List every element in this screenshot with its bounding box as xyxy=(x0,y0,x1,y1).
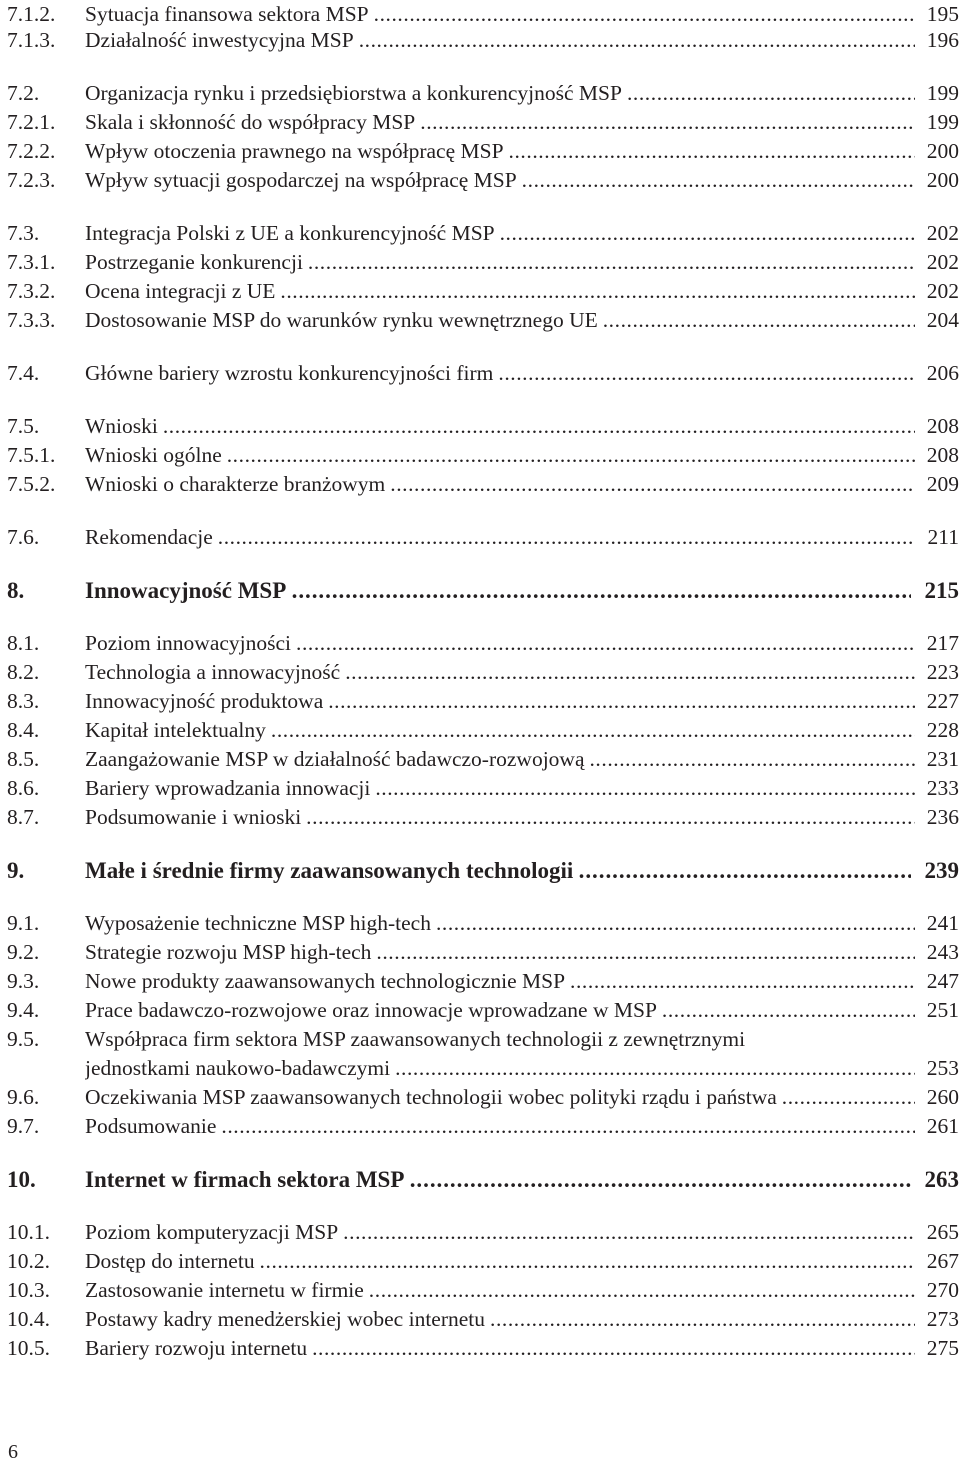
toc-entry-title: Prace badawczo-rozwojowe oraz innowacje wprowadzane w MSP xyxy=(85,998,657,1022)
toc-entry-number: 7.1.3. xyxy=(7,28,56,52)
toc-entry xyxy=(7,137,959,166)
toc-entry-title-with-leader xyxy=(85,909,915,938)
toc-entry-title-with-leader xyxy=(85,441,915,470)
toc-entry-page: 233 xyxy=(926,776,959,800)
toc-entry-title-with-leader xyxy=(85,996,915,1025)
toc-entry-title-with-leader xyxy=(85,523,915,552)
toc-entry-title: Bariery rozwoju internetu xyxy=(85,1336,308,1360)
toc-entry xyxy=(7,108,959,137)
toc-entry xyxy=(7,803,959,832)
toc-entry xyxy=(7,1083,959,1112)
toc-entry-number: 9.1. xyxy=(7,911,40,935)
toc-entry-number: 9.5. xyxy=(7,1027,40,1051)
toc-entry-page: 273 xyxy=(926,1307,959,1331)
toc-entry-title-with-leader xyxy=(85,1276,915,1305)
toc-entry-page: 231 xyxy=(926,747,959,771)
toc-entry xyxy=(7,166,959,195)
toc-entry-title-with-leader xyxy=(85,470,915,499)
toc-entry-title: Postawy kadry menedżerskiej wobec internetu xyxy=(85,1307,486,1331)
toc-entry-title-with-leader xyxy=(85,137,915,166)
toc-entry-page: 195 xyxy=(926,2,959,26)
toc-entry-number: 8.2. xyxy=(7,660,40,684)
toc-entry-page: 260 xyxy=(926,1085,959,1109)
toc-entry-title: Internet w firmach sektora MSP xyxy=(85,1167,405,1192)
toc-entry-page: 263 xyxy=(924,1167,959,1192)
toc-entry-page: 202 xyxy=(926,279,959,303)
toc-entry-title: Rekomendacje xyxy=(85,525,213,549)
toc-entry-title: Dostęp do internetu xyxy=(85,1249,255,1273)
toc-entry-title: Skala i skłonność do współpracy MSP xyxy=(85,110,416,134)
toc-entry-title: Poziom komputeryzacji MSP xyxy=(85,1220,339,1244)
toc-entry-title-with-leader xyxy=(85,108,915,137)
toc-entry-title: Podsumowanie i wnioski xyxy=(85,805,302,829)
toc-entry-title: Wnioski ogólne xyxy=(85,443,222,467)
toc-entry-title-with-leader xyxy=(85,1218,915,1247)
toc-entry xyxy=(7,658,959,687)
toc-entry-number: 9.7. xyxy=(7,1114,40,1138)
toc-entry-page: 200 xyxy=(926,168,959,192)
toc-entry-page: 275 xyxy=(926,1336,959,1360)
toc-entry-number: 9.6. xyxy=(7,1085,40,1109)
toc-entry-title: Ocena integracji z UE xyxy=(85,279,276,303)
toc-entry-number: 7.5.2. xyxy=(7,472,56,496)
toc-entry-title-with-leader xyxy=(85,774,915,803)
toc-entry-number: 8.4. xyxy=(7,718,40,742)
toc-entry xyxy=(7,277,959,306)
toc-chapter-entry xyxy=(7,856,959,885)
toc-entry xyxy=(7,716,959,745)
toc-entry-title-with-leader xyxy=(85,1334,915,1363)
toc-entry-title: Wyposażenie techniczne MSP high-tech xyxy=(85,911,431,935)
toc-entry-title-with-leader xyxy=(85,687,915,716)
toc-entry xyxy=(7,79,959,108)
toc-entry xyxy=(7,629,959,658)
toc-entry-page: 270 xyxy=(926,1278,959,1302)
toc-entry-title: Dostosowanie MSP do warunków rynku wewnętrznego UE xyxy=(85,308,598,332)
toc-entry-title-with-leader xyxy=(85,0,915,29)
toc-entry xyxy=(7,687,959,716)
toc-entry xyxy=(7,1054,959,1083)
toc-entry-title-with-leader xyxy=(85,248,915,277)
toc-entry-title-with-leader xyxy=(85,1247,915,1276)
toc-entry-title-with-leader xyxy=(85,856,911,885)
toc-entry-title: Postrzeganie konkurencji xyxy=(85,250,303,274)
toc-entry-number: 10.4. xyxy=(7,1307,50,1331)
toc-entry-title-with-leader xyxy=(85,803,915,832)
toc-entry-number: 7.3.2. xyxy=(7,279,56,303)
toc-entry-title: Wnioski xyxy=(85,414,158,438)
toc-entry-title: Główne bariery wzrostu konkurencyjności firm xyxy=(85,361,494,385)
toc-entry xyxy=(7,1112,959,1141)
toc-entry-number: 7.3. xyxy=(7,221,40,245)
toc-entry-number: 8. xyxy=(7,578,25,603)
toc-entry-number: 10.5. xyxy=(7,1336,50,1360)
toc-entry xyxy=(7,996,959,1025)
toc-entry-title: Wpływ sytuacji gospodarczej na współpracę MSP xyxy=(85,168,517,192)
toc-entry-title: Zaangażowanie MSP w działalność badawczo-rozwojową xyxy=(85,747,585,771)
toc-entry-number: 10.1. xyxy=(7,1220,50,1244)
toc-entry-title-with-leader xyxy=(85,79,915,108)
toc-entry-title: Bariery wprowadzania innowacji xyxy=(85,776,371,800)
toc-entry xyxy=(7,938,959,967)
toc-entry-page: 196 xyxy=(926,28,959,52)
toc-entry-page: 251 xyxy=(926,998,959,1022)
toc-entry-number: 7.4. xyxy=(7,361,40,385)
toc-entry-number: 7.3.3. xyxy=(7,308,56,332)
toc-entry xyxy=(7,967,959,996)
toc-entry-number: 7.1.2. xyxy=(7,2,56,26)
toc-entry-page: 243 xyxy=(926,940,959,964)
toc-entry-number: 7.5. xyxy=(7,414,40,438)
toc-entry-page: 265 xyxy=(926,1220,959,1244)
toc-entry xyxy=(7,523,959,552)
toc-entry-title: jednostkami naukowo-badawczymi xyxy=(85,1056,391,1080)
toc-entry-page: 228 xyxy=(926,718,959,742)
toc-entry-page: 204 xyxy=(926,308,959,332)
toc-entry xyxy=(7,1334,959,1363)
toc-entry-number: 7.3.1. xyxy=(7,250,56,274)
toc-entry-title: Nowe produkty zaawansowanych technologicznie MSP xyxy=(85,969,566,993)
toc-entry-page: 211 xyxy=(927,525,959,549)
toc-entry-page: 202 xyxy=(926,221,959,245)
toc-entry-title-with-leader xyxy=(85,938,915,967)
page-number: 6 xyxy=(8,1441,18,1463)
toc-entry-title: Organizacja rynku i przedsiębiorstwa a konkurencyjność MSP xyxy=(85,81,622,105)
toc-entry-page: 247 xyxy=(926,969,959,993)
toc-entry-number: 7.2.3. xyxy=(7,168,56,192)
toc-entry xyxy=(7,774,959,803)
toc-entry-title-with-leader xyxy=(85,219,915,248)
toc-entry-number: 9.4. xyxy=(7,998,40,1022)
toc-entry-title: Sytuacja finansowa sektora MSP xyxy=(85,2,369,26)
toc-entry xyxy=(7,909,959,938)
toc-entry xyxy=(7,0,959,29)
toc-entry xyxy=(7,359,959,388)
toc-chapter-entry xyxy=(7,576,959,605)
toc-entry-title-with-leader xyxy=(85,1305,915,1334)
toc-chapter-entry xyxy=(7,1165,959,1194)
toc-entry-page: 199 xyxy=(926,110,959,134)
toc-entry-page: 200 xyxy=(926,139,959,163)
toc-entry-page: 217 xyxy=(926,631,959,655)
toc-entry-number: 8.1. xyxy=(7,631,40,655)
toc-entry xyxy=(7,1025,959,1054)
toc-entry-title-with-leader xyxy=(85,629,915,658)
toc-entry-page: 267 xyxy=(926,1249,959,1273)
toc-entry-title: Kapitał intelektualny xyxy=(85,718,266,742)
toc-entry-title: Małe i średnie firmy zaawansowanych technologii xyxy=(85,858,574,883)
toc-entry-title-with-leader xyxy=(85,658,915,687)
toc-entry-title-with-leader xyxy=(85,277,915,306)
toc-entry-number: 7.5.1. xyxy=(7,443,56,467)
toc-entry-title-with-leader xyxy=(85,412,915,441)
toc-entry-title-with-leader xyxy=(85,745,915,774)
toc-entry xyxy=(7,412,959,441)
toc-entry-title-with-leader xyxy=(85,576,911,605)
toc-entry-number: 7.6. xyxy=(7,525,40,549)
toc-entry-number: 10. xyxy=(7,1167,36,1192)
toc-entry-page: 227 xyxy=(926,689,959,713)
toc-entry-title-with-leader xyxy=(85,1025,959,1054)
toc-entry-number: 9.2. xyxy=(7,940,40,964)
toc-entry-number: 10.3. xyxy=(7,1278,50,1302)
toc-entry-number: 8.3. xyxy=(7,689,40,713)
toc-entry-title-with-leader xyxy=(85,716,915,745)
toc-entry-title-with-leader xyxy=(85,26,915,55)
toc-entry-page: 208 xyxy=(926,414,959,438)
toc-entry-title: Strategie rozwoju MSP high-tech xyxy=(85,940,372,964)
toc-entry-title-with-leader xyxy=(85,166,915,195)
toc-entry-title: Współpraca firm sektora MSP zaawansowanych technologii z zewnętrznymi xyxy=(85,1027,746,1051)
toc-entry-number: 8.6. xyxy=(7,776,40,800)
toc-entry-title-with-leader xyxy=(85,1165,911,1194)
toc-entry-page: 202 xyxy=(926,250,959,274)
toc-entry xyxy=(7,470,959,499)
toc-entry-page: 241 xyxy=(926,911,959,935)
toc-entry-title-with-leader xyxy=(85,1112,915,1141)
toc-entry xyxy=(7,1218,959,1247)
toc-entry-title-with-leader xyxy=(85,1083,915,1112)
toc-entry-number: 9. xyxy=(7,858,25,883)
toc-entry-title: Podsumowanie xyxy=(85,1114,217,1138)
toc-entry xyxy=(7,219,959,248)
toc-entry xyxy=(7,745,959,774)
toc-entry-number: 8.7. xyxy=(7,805,40,829)
toc-entry-number: 8.5. xyxy=(7,747,40,771)
toc-entry-number: 7.2.2. xyxy=(7,139,56,163)
toc-entry-title: Zastosowanie internetu w firmie xyxy=(85,1278,364,1302)
toc-entry-page: 239 xyxy=(924,858,959,883)
toc-entry-title-with-leader xyxy=(85,359,915,388)
toc-entry-title: Wnioski o charakterze branżowym xyxy=(85,472,386,496)
toc-entry-title: Innowacyjność MSP xyxy=(85,578,287,603)
toc-entry-title: Integracja Polski z UE a konkurencyjność MSP xyxy=(85,221,495,245)
toc-entry-title: Technologia a innowacyjność xyxy=(85,660,341,684)
toc-entry-page: 261 xyxy=(926,1114,959,1138)
toc-entry-title: Innowacyjność produktowa xyxy=(85,689,324,713)
toc-entry-title: Poziom innowacyjności xyxy=(85,631,292,655)
toc-entry xyxy=(7,306,959,335)
toc-entry xyxy=(7,26,959,55)
toc-entry-title: Wpływ otoczenia prawnego na współpracę MSP xyxy=(85,139,504,163)
toc-entry-title-with-leader xyxy=(85,1054,915,1083)
toc-entry xyxy=(7,441,959,470)
toc-entry-page: 253 xyxy=(926,1056,959,1080)
toc-entry xyxy=(7,1247,959,1276)
toc-entry-number: 9.3. xyxy=(7,969,40,993)
toc-entry-number: 10.2. xyxy=(7,1249,50,1273)
toc-entry-page: 215 xyxy=(924,578,959,603)
toc-entry-title: Działalność inwestycyjna MSP xyxy=(85,28,354,52)
toc-entry-title: Oczekiwania MSP zaawansowanych technologii wobec polityki rządu i państwa xyxy=(85,1085,777,1109)
toc-entry-page: 206 xyxy=(926,361,959,385)
toc-entry-title-with-leader xyxy=(85,967,915,996)
toc-entry xyxy=(7,1276,959,1305)
toc-entry-page: 236 xyxy=(926,805,959,829)
toc-entry-number: 7.2. xyxy=(7,81,40,105)
toc-entry-title-with-leader xyxy=(85,306,915,335)
toc-entry-page: 209 xyxy=(926,472,959,496)
toc-entry xyxy=(7,1305,959,1334)
toc-entry-page: 208 xyxy=(926,443,959,467)
toc-entry-page: 223 xyxy=(926,660,959,684)
toc-entry-page: 199 xyxy=(926,81,959,105)
toc-entry-number: 7.2.1. xyxy=(7,110,56,134)
toc-entry xyxy=(7,248,959,277)
